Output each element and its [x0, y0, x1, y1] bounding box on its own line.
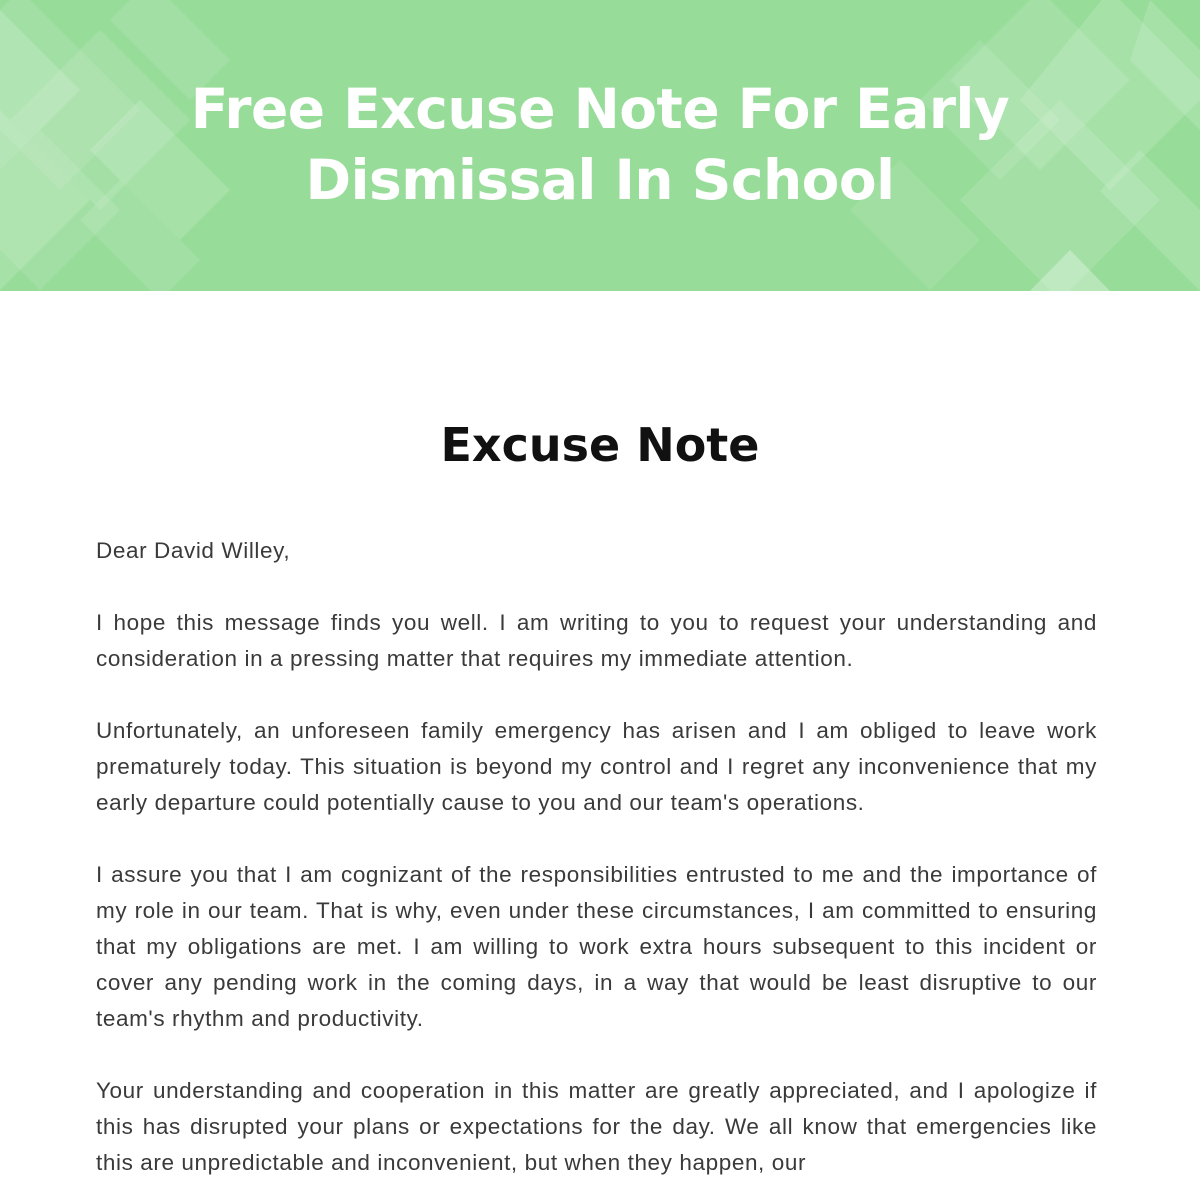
- header-banner: [0, 0, 1200, 291]
- letter-body: [96, 533, 1097, 1200]
- paragraph-4: Your understanding and cooperation in this matter are greatly appreciated, and I apologize if this has disrupted your plans or expectations for the day. We all know that emergencies like this are unpredictable and inconvenient, but when they happen, our: [96, 1078, 1097, 1175]
- document-title: Excuse Note: [440, 418, 760, 472]
- salutation: Dear David Willey,: [96, 538, 291, 563]
- banner-title: [0, 74, 1200, 216]
- paragraph-1: I hope this message finds you well. I am writing to you to request your understanding and consideration in a pressing matter that requires my immediate attention.: [96, 610, 1097, 671]
- banner-title-line-1: Free Excuse Note For Early: [190, 77, 1010, 141]
- banner-title-line-2: Dismissal In School: [305, 148, 895, 212]
- paragraph-2: Unfortunately, an unforeseen family emergency has arisen and I am obliged to leave work prematurely today. This situation is beyond my control and I regret any inconvenience that my early departure could potentially cause to you and our team's operations.: [96, 718, 1097, 815]
- paragraph-3: I assure you that I am cognizant of the responsibilities entrusted to me and the importance of my role in our team. That is why, even under these circumstances, I am committed to ensuring that my obligations are met. I am willing to work extra hours subsequent to this incident or cover any pending work in the coming days, in a way that would be least disruptive to our team's rhythm and productivity.: [96, 862, 1097, 1031]
